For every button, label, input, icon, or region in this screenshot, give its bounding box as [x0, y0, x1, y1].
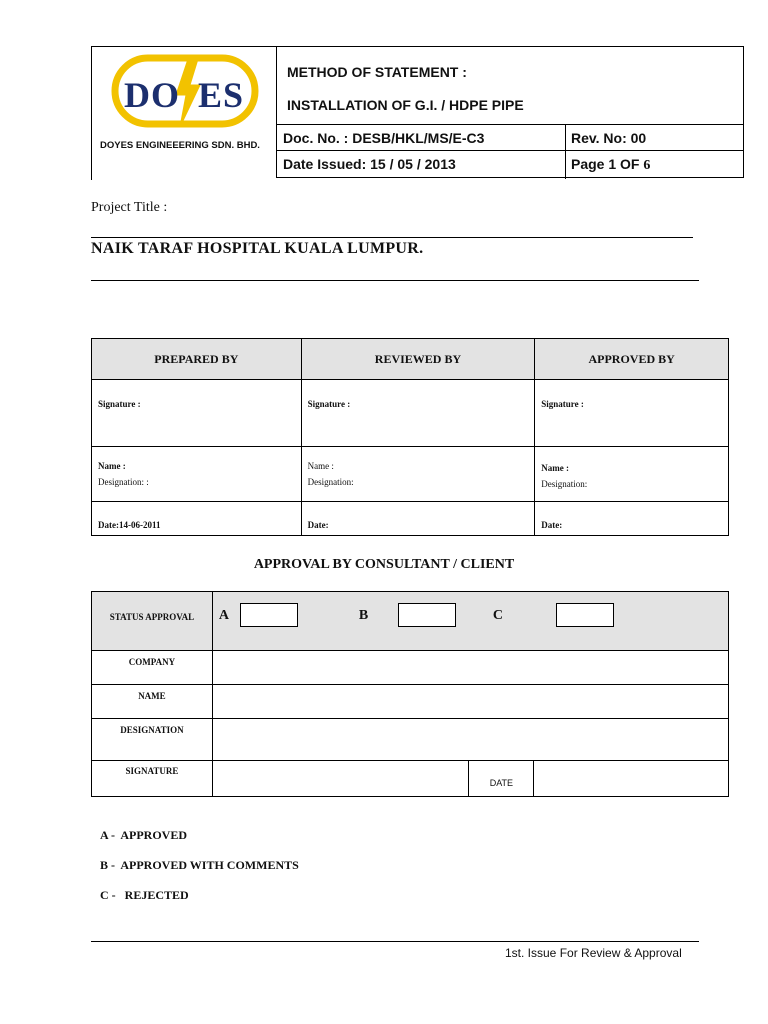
- footer-divider: [91, 941, 699, 942]
- header-date-row: [277, 151, 743, 177]
- logo-text-left: DO: [124, 75, 180, 115]
- signature-table: [91, 338, 729, 536]
- divider: [91, 280, 699, 281]
- document-header: [91, 46, 745, 179]
- option-c-checkbox[interactable]: [556, 603, 614, 627]
- legend-key: B -: [100, 858, 115, 872]
- signature-field[interactable]: [212, 761, 469, 797]
- designation-label: Designation:: [307, 477, 354, 487]
- legend-item: [100, 828, 187, 843]
- page-label: Page 1 OF: [571, 156, 640, 172]
- consultant-approval-table: [91, 591, 729, 797]
- logo-text-right: ES: [198, 75, 245, 115]
- date-issued: Date Issued: 15 / 05 / 2013: [283, 156, 456, 172]
- option-a-label: A: [218, 608, 230, 623]
- header-doc-row: [277, 125, 743, 151]
- date-label: Date:: [307, 520, 329, 530]
- date-label: Date:: [541, 520, 563, 530]
- prepared-date-cell[interactable]: [92, 502, 302, 536]
- legend-item: [100, 888, 189, 903]
- page-number: [571, 156, 650, 174]
- logo-cell: [91, 46, 277, 180]
- approved-by-header: APPROVED BY: [535, 339, 729, 380]
- option-c-label: C: [492, 608, 504, 623]
- status-approval-label: STATUS APPROVAL: [109, 612, 195, 622]
- company-label-cell: [92, 651, 213, 685]
- company-field[interactable]: [212, 651, 728, 685]
- option-b-label: B: [358, 608, 369, 623]
- signature-label: SIGNATURE: [125, 766, 179, 776]
- name-label: NAME: [138, 691, 166, 701]
- company-name: DOYES ENGINEEERING SDN. BHD.: [100, 140, 260, 151]
- legend-text: REJECTED: [124, 888, 189, 902]
- doc-number: Doc. No. : DESB/HKL/MS/E-C3: [283, 130, 485, 146]
- status-options-cell: [212, 592, 728, 651]
- name-label-cell: [92, 685, 213, 719]
- reviewed-date-cell[interactable]: [301, 502, 535, 536]
- name-field[interactable]: [212, 685, 728, 719]
- option-b-checkbox[interactable]: [398, 603, 456, 627]
- signature-label-cell: [92, 761, 213, 797]
- option-a-checkbox[interactable]: [240, 603, 298, 627]
- status-approval-label-cell: [92, 592, 213, 651]
- approved-name-cell[interactable]: [535, 447, 729, 502]
- legend-key: C -: [100, 888, 116, 902]
- date-label: Date:14-06-2011: [98, 520, 161, 530]
- signature-label: Signature :: [98, 399, 141, 409]
- prepared-by-header: PREPARED BY: [92, 339, 302, 380]
- legend-key: A -: [100, 828, 115, 842]
- page-total: 6: [643, 158, 651, 173]
- header-divider: [565, 125, 566, 179]
- designation-label: Designation: :: [98, 477, 149, 487]
- date-field[interactable]: [534, 761, 729, 797]
- method-label: METHOD OF STATEMENT :: [287, 64, 467, 80]
- approved-signature-cell[interactable]: [535, 380, 729, 447]
- legend-text: APPROVED WITH COMMENTS: [120, 858, 299, 872]
- designation-label-cell: [92, 719, 213, 761]
- prepared-signature-cell[interactable]: [92, 380, 302, 447]
- reviewed-by-header: REVIEWED BY: [301, 339, 535, 380]
- header-title-row: [277, 47, 743, 125]
- approved-date-cell[interactable]: [535, 502, 729, 536]
- signature-label: Signature :: [307, 399, 351, 409]
- designation-field[interactable]: [212, 719, 728, 761]
- divider: [91, 237, 693, 238]
- method-title: INSTALLATION OF G.I. / HDPE PIPE: [287, 97, 524, 113]
- prepared-name-cell[interactable]: [92, 447, 302, 502]
- revision-number: Rev. No: 00: [571, 130, 647, 146]
- name-label: Name :: [541, 463, 570, 473]
- legend-item: [100, 858, 299, 873]
- legend-text: APPROVED: [120, 828, 188, 842]
- project-title: NAIK TARAF HOSPITAL KUALA LUMPUR.: [91, 240, 424, 257]
- name-label: Name :: [98, 461, 126, 471]
- company-label: COMPANY: [128, 657, 176, 667]
- signature-label: Signature :: [541, 399, 584, 409]
- consultant-approval-heading: APPROVAL BY CONSULTANT / CLIENT: [253, 557, 515, 572]
- date-label-cell: [469, 761, 534, 797]
- date-label: DATE: [489, 777, 514, 788]
- project-title-label: Project Title :: [91, 200, 168, 215]
- reviewed-name-cell[interactable]: [301, 447, 535, 502]
- header-info: [276, 46, 744, 178]
- name-label: Name :: [307, 461, 334, 471]
- issue-note: 1st. Issue For Review & Approval: [505, 946, 682, 960]
- reviewed-signature-cell[interactable]: [301, 380, 535, 447]
- designation-label: DESIGNATION: [120, 725, 184, 735]
- designation-label: Designation:: [541, 479, 588, 489]
